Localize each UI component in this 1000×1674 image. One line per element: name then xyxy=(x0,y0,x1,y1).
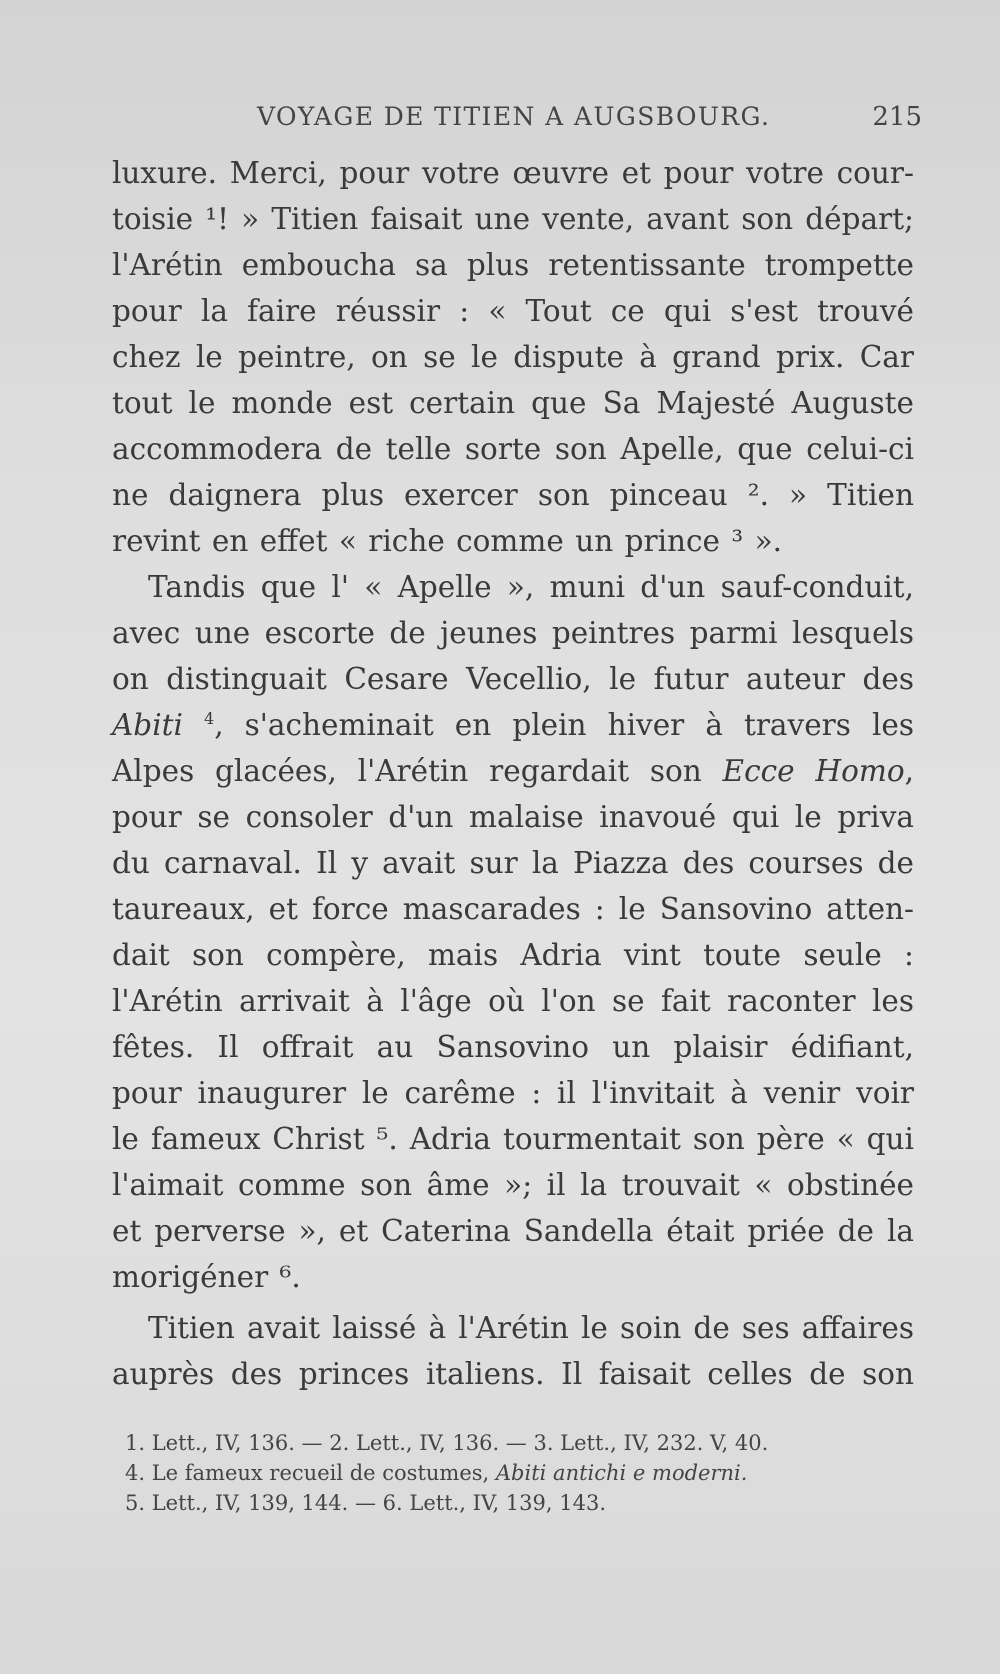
footnote-line: 5. Lett., IV, 139, 144. — 6. Lett., IV, 139, 143. xyxy=(125,1491,606,1515)
text-line: revint en effet « riche comme un prince ³ ». xyxy=(112,524,782,558)
text-line xyxy=(112,748,914,794)
text-line: dait son compère, mais Adria vint toute seule : xyxy=(112,938,914,972)
text-line: accommodera de telle sorte son Apelle, que celui-ci xyxy=(112,432,914,466)
text-line: Tandis que l' « Apelle », muni d'un sauf-conduit, xyxy=(148,570,914,604)
text-line: l'aimait comme son âme »; il la trouvait « obstinée xyxy=(112,1168,914,1202)
italic-title: Abiti antichi e moderni. xyxy=(495,1461,748,1485)
italic-title: Abiti xyxy=(112,708,183,742)
footnote-ref: 4 xyxy=(204,709,215,729)
page-number: 215 xyxy=(872,102,922,132)
text-line: pour inaugurer le carême : il l'invitait à venir voir xyxy=(112,1076,914,1110)
text-line: taureaux, et force mascarades : le Sansovino atten- xyxy=(112,892,914,926)
italic-title: Ecce Homo xyxy=(722,754,905,788)
text-line: morigéner ⁶. xyxy=(112,1260,301,1294)
text-line: et perverse », et Caterina Sandella était priée de la xyxy=(112,1214,914,1248)
running-title: VOYAGE DE TITIEN A AUGSBOURG. xyxy=(257,102,771,131)
text-fragment: 4. Le fameux recueil de costumes, xyxy=(125,1461,496,1485)
text-fragment: , xyxy=(904,754,914,788)
text-line: ne daignera plus exercer son pinceau ². » Titien xyxy=(112,478,914,512)
text-fragment: , s'acheminait en plein hiver à travers les xyxy=(214,708,914,742)
footnote-line xyxy=(125,1458,915,1488)
text-line: du carnaval. Il y avait sur la Piazza des courses de xyxy=(112,846,914,880)
running-head xyxy=(112,102,922,142)
text-line: avec une escorte de jeunes peintres parmi lesquels xyxy=(112,616,914,650)
text-line: toisie ¹! » Titien faisait une vente, avant son départ; xyxy=(112,202,914,236)
text-line: auprès des princes italiens. Il faisait celles de son xyxy=(112,1357,914,1391)
text-line: luxure. Merci, pour votre œuvre et pour votre cour- xyxy=(112,156,914,190)
text-fragment: Alpes glacées, l'Arétin regardait son xyxy=(112,754,723,788)
text-line: on distinguait Cesare Vecellio, le futur auteur des xyxy=(112,662,914,696)
footnote-line: 1. Lett., IV, 136. — 2. Lett., IV, 136. — 3. Lett., IV, 232. V, 40. xyxy=(125,1431,769,1455)
text-line: tout le monde est certain que Sa Majesté Auguste xyxy=(112,386,914,420)
text-line: le fameux Christ ⁵. Adria tourmentait son père « qui xyxy=(112,1122,914,1156)
text-line: l'Arétin arrivait à l'âge où l'on se fait raconter les xyxy=(112,984,914,1018)
text-line: chez le peintre, on se le dispute à grand prix. Car xyxy=(112,340,914,374)
text-line: l'Arétin emboucha sa plus retentissante trompette xyxy=(112,248,914,282)
text-line: pour la faire réussir : « Tout ce qui s'est trouvé xyxy=(112,294,914,328)
body-text xyxy=(112,150,914,1397)
text-line: pour se consoler d'un malaise inavoué qui le priva xyxy=(112,800,914,834)
text-line xyxy=(112,702,914,748)
text-line: fêtes. Il offrait au Sansovino un plaisir édifiant, xyxy=(112,1030,914,1064)
footnotes xyxy=(125,1428,915,1518)
text-line: Titien avait laissé à l'Arétin le soin de ses affaires xyxy=(148,1311,914,1345)
